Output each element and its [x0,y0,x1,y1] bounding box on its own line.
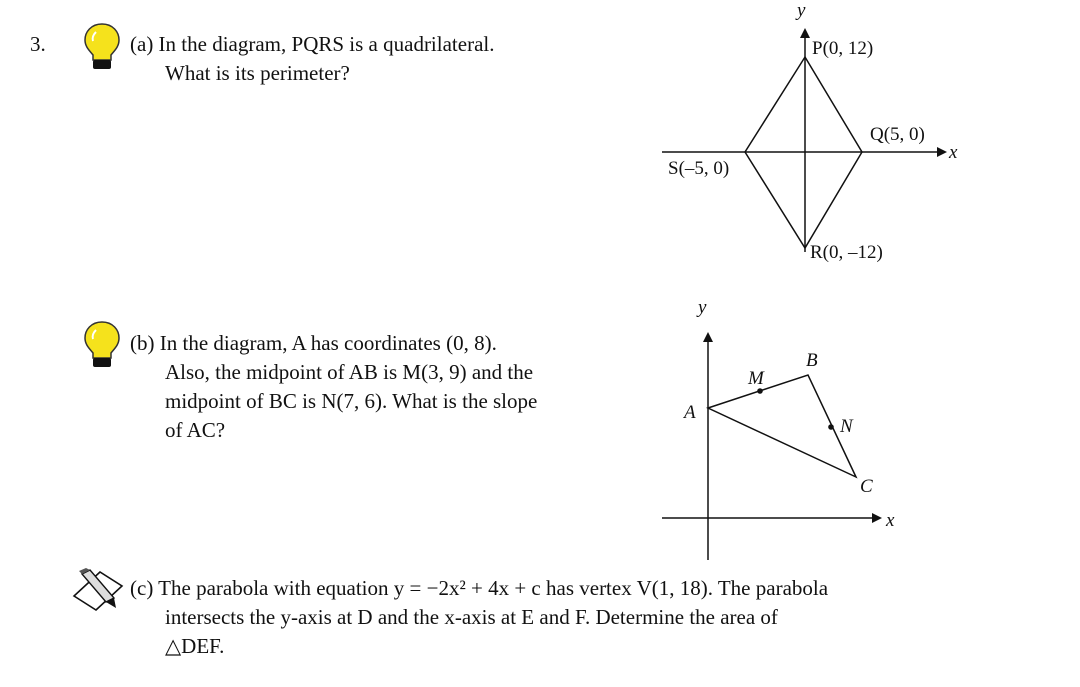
label-m: M [748,368,764,389]
diagram-a-x-label: x [949,142,958,163]
point-n [828,424,834,430]
diagram-a-y-label: y [797,0,806,21]
label-p: P(0, 12) [812,38,874,59]
part-c-line-2: intersects the y-axis at D and the x-axis at E and F. Determine the area of [165,605,778,629]
part-b-line-3: midpoint of BC is N(7, 6). What is the slope [165,389,538,413]
part-b-line-1: (b) In the diagram, A has coordinates (0, 8). [130,331,497,355]
label-b: B [806,350,818,371]
label-s: S(–5, 0) [668,158,730,179]
part-a-line-2: What is its perimeter? [165,61,350,85]
part-a-line-1: (a) In the diagram, PQRS is a quadrilateral. [130,32,495,56]
label-r: R(0, –12) [810,242,883,263]
part-c-line-3: △DEF. [165,634,225,658]
part-c-line-1: (c) The parabola with equation y = −2x² + 4x + c has vertex V(1, 18). The parabola [130,576,829,600]
label-q: Q(5, 0) [870,124,925,145]
lightbulb-icon [82,320,122,370]
diagram-b-y-label: y [698,297,707,318]
diagram-a-x-arrow-icon [937,147,947,157]
diagram-b-y-arrow-icon [703,332,713,342]
label-a: A [684,402,696,423]
triangle-abc [708,375,856,477]
part-b-line-2: Also, the midpoint of AB is M(3, 9) and the [165,360,534,384]
problem-number: 3. [30,32,46,56]
part-b-line-4: of AC? [165,418,226,442]
diagram-b-x-arrow-icon [872,513,882,523]
point-m [757,388,763,394]
diagram-a-y-arrow-icon [800,28,810,38]
label-n: N [840,416,853,437]
label-c: C [860,476,873,497]
diagram-b-x-label: x [886,510,895,531]
pencil-icon [70,566,126,612]
